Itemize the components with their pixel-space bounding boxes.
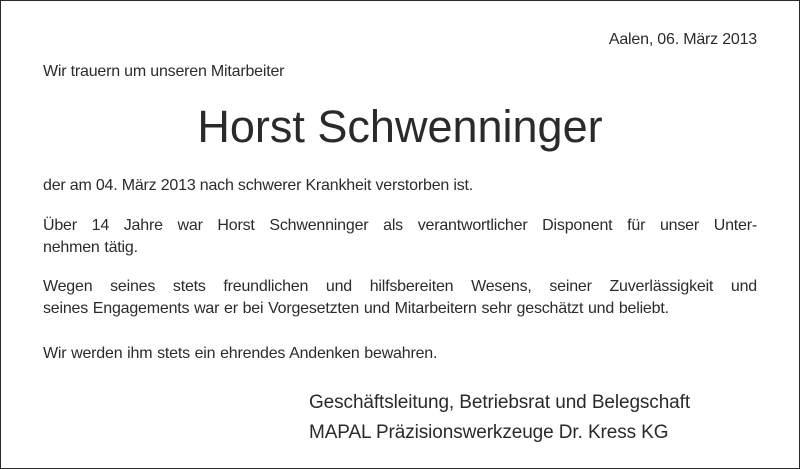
character-paragraph [43, 276, 757, 320]
intro-line: Wir trauern um unseren Mitarbeiter [43, 63, 285, 80]
character-line-1: Wegen seines stets freundlichen und hilfsbereiten Wesens, seiner Zuverlässigkeit und [43, 278, 757, 295]
remembrance-paragraph [43, 343, 757, 365]
character-line-2: seines Engagements war er bei Vorgesetzten und Mitarbeitern sehr geschätzt und beliebt. [43, 300, 669, 317]
signature-line-1: Geschäftsleitung, Betriebsrat und Belegschaft [309, 392, 691, 413]
tenure-line-2: nehmen tätig. [43, 239, 138, 256]
place-date: Aalen, 06. März 2013 [608, 31, 757, 48]
death-line: der am 04. März 2013 nach schwerer Krankheit verstorben ist. [43, 177, 473, 194]
signature-company: MAPAL Präzisionswerkzeuge Dr. Kress KG [309, 422, 669, 443]
tenure-paragraph [43, 215, 757, 259]
remembrance-line: Wir werden ihm stets ein ehrendes Andenken bewahren. [43, 345, 438, 362]
deceased-name: Horst Schwenninger [197, 101, 603, 152]
tenure-line-1: Über 14 Jahre war Horst Schwenninger als verantwortlicher Disponent für unser Unter- [43, 217, 757, 234]
